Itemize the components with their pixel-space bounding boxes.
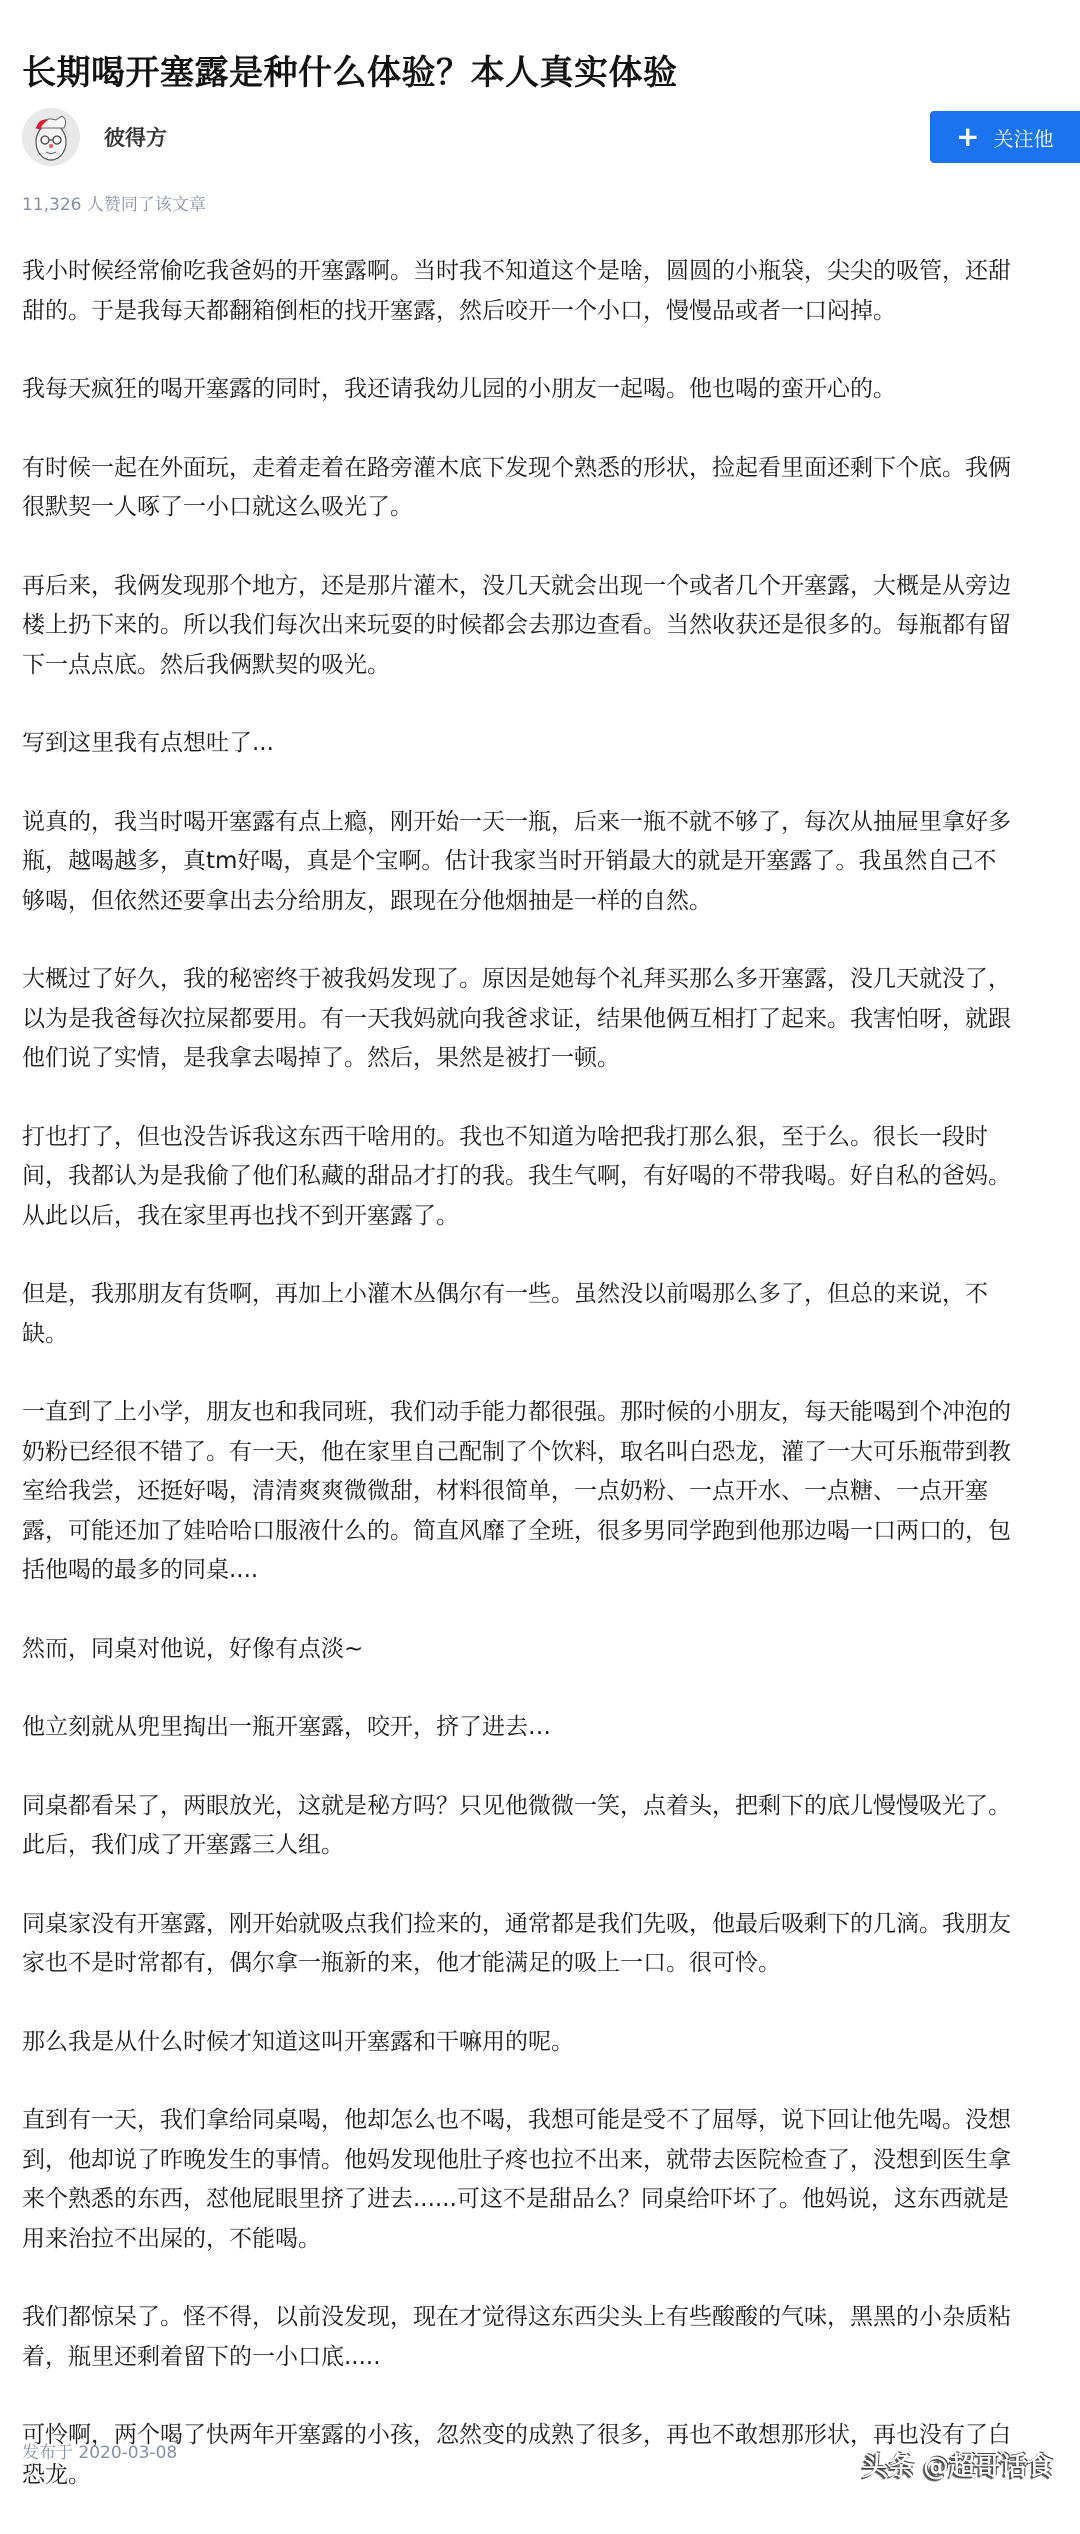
paragraph [22,1118,1080,1237]
author-avatar[interactable] [22,108,80,166]
paragraph-line: 到，他却说了昨晚发生的事情。他妈发现他肚子疼也拉不出来，就带去医院检查了，没想到医生拿 [22,2146,1011,2173]
paragraph-line: 缺。 [22,1320,68,1347]
publish-date: 发布于 2020-03-08 [22,2443,178,2463]
paragraph-line: 楼上扔下来的。所以我们每次出来玩耍的时候都会去那边查看。当然收获还是很多的。每瓶都有留 [22,612,1011,638]
paragraph-line: 写到这里我有点想吐了... [22,730,274,756]
paragraph-line: 说真的，我当时喝开塞露有点上瘾，刚开始一天一瓶，后来一瓶不就不够了，每次从抽屉里拿好多 [22,808,1011,835]
article-body [22,252,1080,2534]
paragraph [22,449,1080,528]
author-name[interactable]: 彼得方 [104,126,167,150]
paragraph-line: 从此以后，我在家里再也找不到开塞露了。 [22,1202,459,1229]
paragraph [22,370,1080,410]
paragraph-line: 间，我都认为是我偷了他们私藏的甜品才打的我。我生气啊，有好喝的不带我喝。好自私的爸妈。 [22,1163,1011,1189]
paragraph [22,724,1080,764]
paragraph-line: 我每天疯狂的喝开塞露的同时，我还请我幼儿园的小朋友一起喝。他也喝的蛮开心的。 [22,376,896,402]
paragraph-line: 我们都惊呆了。怪不得，以前没发现，现在才觉得这东西尖头上有些酸酸的气味，黑黑的小杂质粘 [22,2304,1011,2330]
author-row [22,108,1080,170]
paragraph-line: 那么我是从什么时候才知道这叫开塞露和干嘛用的呢。 [22,2028,574,2055]
paragraph-line: 很默契一人啄了一小口就这么吸光了。 [22,494,413,520]
paragraph-line: 以为是我爸每次拉屎都要用。有一天我妈就向我爸求证，结果他俩互相打了起来。我害怕呀，就跟 [22,1005,1011,1032]
paragraph-line: 奶粉已经很不错了。有一天，他在家里自己配制了个饮料，取名叫白恐龙，灌了一大可乐瓶带到教 [22,1438,1011,1465]
paragraph-line: 恐龙。 [22,2461,91,2488]
paragraph-line: 然而，同桌对他说，好像有点淡~ [22,1635,364,1662]
paragraph-line: 同桌家没有开塞露，刚开始就吸点我们捡来的，通常都是我们先吸，他最后吸剩下的几滴。我朋友 [22,1910,1011,1937]
likes-count: 11,326 人赞同了该文章 [22,195,206,215]
paragraph [22,567,1080,686]
plus-icon: + [956,120,980,153]
paragraph-line: 但是，我那朋友有货啊，再加上小灌木丛偶尔有一些。虽然没以前喝那么多了，但总的来说，不 [22,1281,988,1307]
paragraph-line: 此后，我们成了开塞露三人组。 [22,1832,344,1858]
paragraph [22,1708,1080,1748]
paragraph [22,1630,1080,1670]
paragraph [22,1393,1080,1591]
paragraph-line: 同桌都看呆了，两眼放光，这就是秘方吗？只见他微微一笑，点着头，把剩下的底儿慢慢吸光了。 [22,1792,1011,1819]
paragraph-line: 瓶，越喝越多，真tm好喝，真是个宝啊。估计我家当时开销最大的就是开塞露了。我虽然自己不 [22,848,997,874]
paragraph [22,1905,1080,1984]
paragraph-line: 直到有一天，我们拿给同桌喝，他却怎么也不喝，我想可能是受不了屈辱，说下回让他先喝。没想 [22,2107,1011,2133]
paragraph [22,960,1080,1079]
paragraph [22,2023,1080,2063]
paragraph-line: 着，瓶里还剩着留下的一小口底..... [22,2343,381,2370]
paragraph-line: 够喝，但依然还要拿出去分给朋友，跟现在分他烟抽是一样的自然。 [22,887,712,914]
paragraph-line: 有时候一起在外面玩，走着走着在路旁灌木底下发现个熟悉的形状，捡起看里面还剩下个底。我俩 [22,454,1011,481]
paragraph [22,803,1080,922]
paragraph-line: 露，可能还加了娃哈哈口服液什么的。简直风靡了全班，很多男同学跑到他那边喝一口两口的，包 [22,1517,1011,1544]
follow-button-label: 关注他 [993,126,1054,151]
paragraph [22,2101,1080,2259]
paragraph-line: 来个熟悉的东西，怼他屁眼里挤了进去......可这不是甜品么？同桌给吓坏了。他妈说，这东西就是 [22,2186,1009,2212]
avatar-cartoon-icon [22,108,80,166]
paragraph-line: 可怜啊，两个喝了快两年开塞露的小孩，忽然变的成熟了很多，再也不敢想那形状，再也没有了白 [22,2422,1011,2448]
paragraph-line: 他立刻就从兜里掏出一瓶开塞露，咬开，挤了进去… [22,1714,551,1740]
paragraph-line: 括他喝的最多的同桌.... [22,1557,259,1583]
paragraph [22,2298,1080,2377]
paragraph-line: 我小时候经常偷吃我爸妈的开塞露啊。当时我不知道这个是啥，圆圆的小瓶袋，尖尖的吸管，还甜 [22,258,1011,284]
article-title: 长期喝开塞露是种什么体验？本人真实体验 [22,52,678,93]
paragraph-line: 再后来，我俩发现那个地方，还是那片灌木，没几天就会出现一个或者几个开塞露，大概是从旁边 [22,572,1011,599]
paragraph-line: 一直到了上小学，朋友也和我同班，我们动手能力都很强。那时候的小朋友，每天能喝到个冲泡的 [22,1399,1011,1425]
watermark: 头条 @超哥话食 [862,2452,1054,2482]
paragraph-line: 下一点点底。然后我俩默契的吸光。 [22,651,390,678]
paragraph [22,1787,1080,1866]
follow-button[interactable] [930,111,1080,163]
paragraph-line: 家也不是时常都有，偶尔拿一瓶新的来，他才能满足的吸上一口。很可怜。 [22,1950,781,1976]
paragraph-line: 室给我尝，还挺好喝，清清爽爽微微甜，材料很简单，一点奶粉、一点开水、一点糖、一点开塞 [22,1478,988,1504]
paragraph-line: 打也打了，但也没告诉我这东西干啥用的。我也不知道为啥把我打那么狠，至于么。很长一段时 [22,1123,988,1150]
paragraph-line: 甜的。于是我每天都翻箱倒柜的找开塞露，然后咬开一个小口，慢慢品或者一口闷掉。 [22,297,896,324]
paragraph [22,1275,1080,1354]
paragraph-line: 用来治拉不出屎的，不能喝。 [22,2225,321,2252]
paragraph-line: 大概过了好久，我的秘密终于被我妈发现了。原因是她每个礼拜买那么多开塞露，没几天就没了， [22,966,1011,992]
paragraph [22,252,1080,331]
paragraph-line: 他们说了实情，是我拿去喝掉了。然后，果然是被打一顿。 [22,1045,620,1071]
